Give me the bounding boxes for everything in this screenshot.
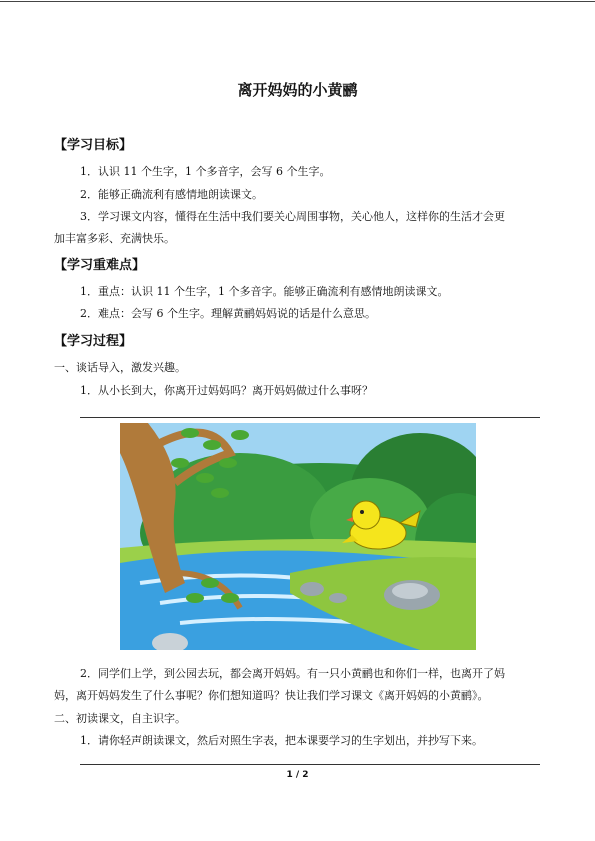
- key-point-2: 2．难点：会写 6 个生字。理解黄鹂妈妈说的话是什么意思。: [80, 307, 376, 320]
- answer-line-1[interactable]: [80, 417, 540, 418]
- page-number: 1 / 2: [286, 770, 309, 780]
- rock-small-1: [300, 582, 324, 596]
- answer-line-2[interactable]: [80, 764, 540, 765]
- rock-small-2: [329, 593, 347, 603]
- process-part1-question2-line1: 2．同学们上学，到公园去玩，都会离开妈妈。有一只小黄鹂也和你们一样，也离开了妈: [80, 667, 505, 680]
- section-heading-goals: 【学习目标】: [54, 138, 133, 153]
- goal-item-1: 1．认识 11 个生字，1 个多音字，会写 6 个生字。: [80, 165, 331, 178]
- key-point-1: 1．重点：认识 11 个生字，1 个多音字。能够正确流利有感情地朗读课文。: [80, 285, 449, 298]
- illustration-bird-by-river: [120, 423, 476, 650]
- process-part2-question1: 1．请你轻声朗读课文，然后对照生字表，把本课要学习的生字划出，并抄写下来。: [80, 734, 483, 747]
- process-part1-question1: 1．从小长到大，你离开过妈妈吗？离开妈妈做过什么事呀？: [80, 384, 373, 397]
- top-rule: [0, 1, 595, 2]
- section-heading-key-points: 【学习重难点】: [54, 258, 146, 273]
- goal-item-3: 3．学习课文内容，懂得在生活中我们要关心周围事物，关心他人，这样你的生活才会更: [80, 210, 505, 223]
- process-part2-title: 二、初读课文，自主识字。: [54, 712, 186, 725]
- goal-item-2: 2．能够正确流利有感情地朗读课文。: [80, 188, 263, 201]
- page-title: 离开妈妈的小黄鹂: [237, 81, 358, 99]
- section-heading-process: 【学习过程】: [54, 334, 133, 349]
- process-part1-question2-line2: 妈，离开妈妈发生了什么事呢？你们想知道吗？快让我们学习课文《离开妈妈的小黄鹂》。: [54, 689, 489, 702]
- process-part1-title: 一、谈话导入，激发兴趣。: [54, 361, 186, 374]
- goal-item-3-continued: 加丰富多彩、充满快乐。: [54, 232, 175, 245]
